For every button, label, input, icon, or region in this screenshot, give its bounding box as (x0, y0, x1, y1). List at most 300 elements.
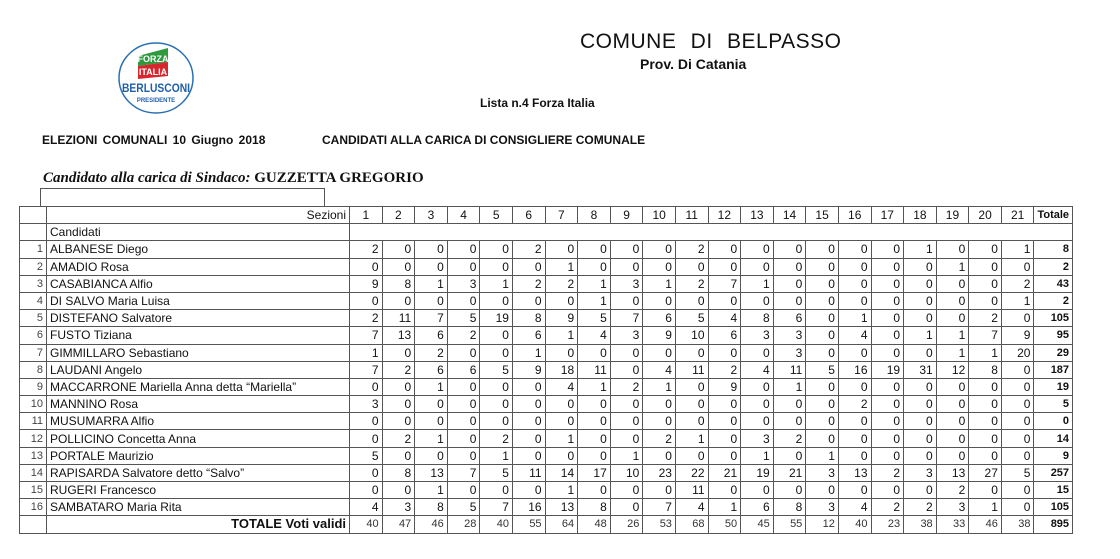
section-votes: 6 (643, 310, 676, 327)
section-votes: 0 (969, 430, 1002, 447)
section-votes: 0 (936, 378, 969, 395)
candidate-name: CASABIANCA Alfio (47, 275, 350, 292)
svg-text:FORZA: FORZA (137, 54, 169, 64)
section-votes: 0 (512, 378, 545, 395)
section-votes: 8 (773, 499, 806, 516)
section-header: 6 (512, 207, 545, 224)
candidate-number: 7 (20, 344, 47, 361)
section-votes: 0 (806, 241, 839, 258)
section-votes: 6 (773, 310, 806, 327)
section-votes: 0 (382, 241, 415, 258)
section-votes: 0 (480, 396, 513, 413)
section-votes: 11 (512, 464, 545, 481)
section-votes: 0 (708, 482, 741, 499)
section-votes: 0 (382, 378, 415, 395)
section-header: 11 (675, 207, 708, 224)
section-votes: 1 (708, 499, 741, 516)
section-votes: 3 (610, 327, 643, 344)
section-votes: 27 (969, 464, 1002, 481)
section-votes: 0 (578, 241, 611, 258)
section-votes: 0 (480, 292, 513, 309)
section-votes: 1 (969, 499, 1002, 516)
section-votes: 7 (708, 275, 741, 292)
candidate-number: 10 (20, 396, 47, 413)
section-votes: 4 (643, 361, 676, 378)
party-logo-icon (118, 42, 194, 114)
section-total: 28 (447, 516, 480, 533)
candidate-number: 8 (20, 361, 47, 378)
table-row (20, 482, 1073, 499)
candidate-name: FUSTO Tiziana (47, 327, 350, 344)
table-row (20, 361, 1073, 378)
section-votes: 0 (415, 413, 448, 430)
section-votes: 7 (350, 327, 383, 344)
section-votes: 0 (480, 482, 513, 499)
section-votes: 16 (838, 361, 871, 378)
section-votes: 0 (1001, 378, 1034, 395)
section-votes: 3 (447, 275, 480, 292)
section-votes: 19 (480, 310, 513, 327)
section-votes: 0 (512, 447, 545, 464)
section-votes: 1 (350, 344, 383, 361)
section-votes: 0 (415, 292, 448, 309)
candidate-name: GIMMILLARO Sebastiano (47, 344, 350, 361)
section-votes: 0 (578, 344, 611, 361)
section-votes: 0 (610, 396, 643, 413)
section-votes: 0 (871, 275, 904, 292)
candidate-name: RUGERI Francesco (47, 482, 350, 499)
section-votes: 0 (643, 241, 676, 258)
section-votes: 1 (1001, 241, 1034, 258)
section-votes: 0 (643, 447, 676, 464)
section-votes: 2 (1001, 275, 1034, 292)
totals-row (20, 516, 1073, 533)
section-votes: 2 (350, 310, 383, 327)
section-header: 13 (741, 207, 774, 224)
totals-label: TOTALE Voti validi (47, 516, 350, 533)
section-total: 53 (643, 516, 676, 533)
section-votes: 0 (447, 482, 480, 499)
section-votes: 13 (382, 327, 415, 344)
section-votes: 2 (936, 482, 969, 499)
section-votes: 0 (512, 292, 545, 309)
section-votes: 0 (447, 241, 480, 258)
section-total: 45 (741, 516, 774, 533)
candidate-number: 4 (20, 292, 47, 309)
candidate-name: DISTEFANO Salvatore (47, 310, 350, 327)
candidate-total: 105 (1034, 310, 1073, 327)
section-votes: 0 (936, 241, 969, 258)
candidate-total: 9 (1034, 447, 1073, 464)
election-date: ELEZIONI COMUNALI 10 Giugno 2018 (42, 133, 266, 147)
candidate-total: 5 (1034, 396, 1073, 413)
section-votes: 0 (871, 344, 904, 361)
section-votes: 0 (969, 275, 1002, 292)
section-votes: 0 (610, 344, 643, 361)
section-votes: 0 (741, 292, 774, 309)
candidate-number: 12 (20, 430, 47, 447)
section-votes: 2 (382, 430, 415, 447)
candidate-total: 8 (1034, 241, 1073, 258)
section-votes: 2 (643, 430, 676, 447)
section-votes: 0 (578, 258, 611, 275)
section-votes: 6 (708, 327, 741, 344)
section-votes: 3 (806, 499, 839, 516)
blank-cell (350, 224, 1073, 241)
table-row (20, 413, 1073, 430)
section-votes: 0 (610, 413, 643, 430)
section-votes: 0 (838, 241, 871, 258)
candidate-name: AMADIO Rosa (47, 258, 350, 275)
section-votes: 0 (969, 447, 1002, 464)
section-votes: 1 (545, 258, 578, 275)
table-row (20, 499, 1073, 516)
section-votes: 0 (773, 396, 806, 413)
section-total: 40 (838, 516, 871, 533)
section-votes: 0 (1001, 396, 1034, 413)
section-votes: 0 (480, 344, 513, 361)
section-votes: 0 (447, 344, 480, 361)
section-votes: 0 (350, 378, 383, 395)
candidate-number: 3 (20, 275, 47, 292)
section-votes: 2 (545, 275, 578, 292)
section-votes: 0 (838, 275, 871, 292)
section-votes: 0 (578, 482, 611, 499)
section-votes: 1 (545, 482, 578, 499)
results-table (19, 206, 1073, 534)
section-votes: 0 (382, 258, 415, 275)
section-votes: 6 (512, 327, 545, 344)
section-votes: 0 (838, 258, 871, 275)
section-total: 40 (350, 516, 383, 533)
section-header: 18 (904, 207, 937, 224)
section-header: 4 (447, 207, 480, 224)
section-votes: 0 (545, 344, 578, 361)
row-number-cell (20, 516, 47, 533)
section-votes: 0 (806, 310, 839, 327)
svg-text:BERLUSCONI: BERLUSCONI (122, 81, 190, 95)
section-votes: 1 (904, 241, 937, 258)
section-votes: 0 (675, 396, 708, 413)
section-votes: 0 (350, 258, 383, 275)
table-row (20, 292, 1073, 309)
section-votes: 0 (936, 430, 969, 447)
candidate-name: MANNINO Rosa (47, 396, 350, 413)
page-title: COMUNE DI BELPASSO (580, 30, 842, 53)
section-votes: 11 (382, 310, 415, 327)
section-header: 17 (871, 207, 904, 224)
section-votes: 0 (871, 396, 904, 413)
section-votes: 2 (708, 361, 741, 378)
section-votes: 0 (643, 292, 676, 309)
section-votes: 0 (578, 396, 611, 413)
section-votes: 1 (578, 378, 611, 395)
section-votes: 0 (415, 241, 448, 258)
section-votes: 0 (838, 430, 871, 447)
section-votes: 0 (643, 413, 676, 430)
section-votes: 1 (1001, 292, 1034, 309)
section-votes: 1 (741, 447, 774, 464)
section-votes: 0 (545, 292, 578, 309)
section-votes: 13 (415, 464, 448, 481)
section-votes: 5 (675, 310, 708, 327)
section-votes: 4 (578, 327, 611, 344)
province-subtitle: Prov. Di Catania (640, 56, 747, 72)
section-votes: 8 (578, 499, 611, 516)
section-votes: 0 (838, 344, 871, 361)
section-votes: 13 (838, 464, 871, 481)
section-votes: 5 (480, 464, 513, 481)
section-votes: 1 (806, 447, 839, 464)
section-votes: 0 (675, 258, 708, 275)
section-votes: 0 (936, 310, 969, 327)
candidate-number: 2 (20, 258, 47, 275)
section-header: 2 (382, 207, 415, 224)
section-votes: 23 (643, 464, 676, 481)
section-votes: 0 (871, 413, 904, 430)
section-votes: 2 (512, 275, 545, 292)
section-header: 9 (610, 207, 643, 224)
section-votes: 11 (773, 361, 806, 378)
section-votes: 0 (1001, 361, 1034, 378)
section-votes: 6 (415, 327, 448, 344)
section-votes: 10 (610, 464, 643, 481)
candidate-total: 257 (1034, 464, 1073, 481)
candidati-label: Candidati (47, 224, 350, 241)
section-votes: 0 (1001, 258, 1034, 275)
section-votes: 5 (578, 310, 611, 327)
section-votes: 2 (871, 464, 904, 481)
section-total: 48 (578, 516, 611, 533)
section-votes: 3 (936, 499, 969, 516)
section-votes: 1 (512, 344, 545, 361)
section-votes: 0 (610, 499, 643, 516)
section-votes: 0 (904, 275, 937, 292)
section-votes: 2 (350, 241, 383, 258)
section-votes: 9 (643, 327, 676, 344)
section-votes: 4 (741, 361, 774, 378)
candidate-number: 6 (20, 327, 47, 344)
section-votes: 0 (904, 378, 937, 395)
section-votes: 8 (512, 310, 545, 327)
section-votes: 13 (936, 464, 969, 481)
row-number-cell (20, 207, 47, 224)
section-votes: 1 (904, 327, 937, 344)
section-total: 40 (480, 516, 513, 533)
section-votes: 0 (936, 447, 969, 464)
section-votes: 0 (838, 482, 871, 499)
section-votes: 2 (773, 430, 806, 447)
section-votes: 3 (773, 327, 806, 344)
section-votes: 1 (675, 430, 708, 447)
section-votes: 0 (806, 258, 839, 275)
section-votes: 0 (806, 378, 839, 395)
svg-text:ITALIA: ITALIA (138, 67, 168, 77)
section-votes: 2 (838, 396, 871, 413)
section-votes: 17 (578, 464, 611, 481)
section-votes: 0 (610, 430, 643, 447)
section-votes: 0 (806, 275, 839, 292)
svg-text:PRESIDENTE: PRESIDENTE (136, 98, 176, 104)
section-votes: 0 (675, 413, 708, 430)
section-votes: 3 (350, 396, 383, 413)
section-votes: 0 (773, 482, 806, 499)
candidate-total: 95 (1034, 327, 1073, 344)
candidate-total: 29 (1034, 344, 1073, 361)
section-votes: 0 (447, 258, 480, 275)
section-votes: 1 (415, 482, 448, 499)
section-votes: 0 (610, 482, 643, 499)
section-votes: 16 (512, 499, 545, 516)
section-total: 38 (904, 516, 937, 533)
candidate-total: 2 (1034, 258, 1073, 275)
section-votes: 2 (610, 378, 643, 395)
section-votes: 0 (708, 430, 741, 447)
candidate-total: 2 (1034, 292, 1073, 309)
section-votes: 3 (741, 430, 774, 447)
table-row (20, 430, 1073, 447)
section-votes: 0 (904, 447, 937, 464)
section-votes: 1 (545, 327, 578, 344)
candidate-number: 13 (20, 447, 47, 464)
section-header: 1 (350, 207, 383, 224)
section-votes: 1 (936, 344, 969, 361)
section-votes: 0 (350, 430, 383, 447)
section-votes: 19 (741, 464, 774, 481)
section-votes: 5 (1001, 464, 1034, 481)
table-row (20, 378, 1073, 395)
section-header: 21 (1001, 207, 1034, 224)
section-votes: 0 (806, 344, 839, 361)
section-total: 50 (708, 516, 741, 533)
section-votes: 0 (675, 378, 708, 395)
section-votes: 0 (871, 327, 904, 344)
section-votes: 0 (545, 413, 578, 430)
section-votes: 0 (610, 241, 643, 258)
candidate-name: ALBANESE Diego (47, 241, 350, 258)
candidate-name: LAUDANI Angelo (47, 361, 350, 378)
section-votes: 1 (643, 378, 676, 395)
section-votes: 7 (643, 499, 676, 516)
section-votes: 0 (382, 344, 415, 361)
section-votes: 0 (382, 482, 415, 499)
section-votes: 0 (838, 292, 871, 309)
section-votes: 0 (969, 396, 1002, 413)
section-votes: 1 (643, 275, 676, 292)
section-votes: 0 (578, 430, 611, 447)
section-votes: 0 (969, 241, 1002, 258)
section-votes: 0 (415, 447, 448, 464)
section-votes: 8 (382, 275, 415, 292)
section-total: 12 (806, 516, 839, 533)
section-votes: 0 (806, 327, 839, 344)
section-votes: 3 (382, 499, 415, 516)
section-votes: 0 (350, 464, 383, 481)
section-votes: 0 (741, 482, 774, 499)
section-votes: 0 (904, 258, 937, 275)
section-total: 38 (1001, 516, 1034, 533)
section-votes: 0 (512, 396, 545, 413)
section-votes: 0 (741, 344, 774, 361)
section-votes: 4 (350, 499, 383, 516)
section-header: 14 (773, 207, 806, 224)
section-votes: 0 (708, 396, 741, 413)
section-votes: 0 (578, 413, 611, 430)
candidate-name: MACCARRONE Mariella Anna detta “Mariella” (47, 378, 350, 395)
section-total: 55 (773, 516, 806, 533)
section-votes: 0 (806, 482, 839, 499)
section-votes: 1 (610, 447, 643, 464)
candidate-name: RAPISARDA Salvatore detto “Salvo” (47, 464, 350, 481)
section-votes: 0 (708, 258, 741, 275)
mayor-candidate-label: Candidato alla carica di Sindaco: (43, 170, 251, 186)
section-votes: 6 (741, 499, 774, 516)
candidate-total: 105 (1034, 499, 1073, 516)
candidate-number: 9 (20, 378, 47, 395)
section-votes: 0 (871, 258, 904, 275)
section-votes: 0 (969, 413, 1002, 430)
section-votes: 4 (675, 499, 708, 516)
section-votes: 0 (969, 258, 1002, 275)
totale-header: Totale (1034, 207, 1073, 224)
section-votes: 4 (838, 499, 871, 516)
section-votes: 4 (838, 327, 871, 344)
table-row (20, 447, 1073, 464)
section-votes: 0 (838, 447, 871, 464)
section-votes: 7 (610, 310, 643, 327)
section-votes: 11 (675, 482, 708, 499)
section-votes: 0 (480, 378, 513, 395)
section-votes: 0 (773, 258, 806, 275)
section-votes: 7 (415, 310, 448, 327)
section-votes: 18 (545, 361, 578, 378)
table-row (20, 310, 1073, 327)
section-header: 5 (480, 207, 513, 224)
section-votes: 9 (545, 310, 578, 327)
section-votes: 2 (447, 327, 480, 344)
section-votes: 0 (643, 258, 676, 275)
section-votes: 12 (936, 361, 969, 378)
header-empty-box (40, 188, 325, 207)
section-votes: 0 (447, 430, 480, 447)
section-total: 47 (382, 516, 415, 533)
section-votes: 5 (806, 361, 839, 378)
section-votes: 0 (871, 310, 904, 327)
section-votes: 0 (773, 275, 806, 292)
section-header: 16 (838, 207, 871, 224)
section-votes: 0 (708, 447, 741, 464)
section-votes: 1 (415, 430, 448, 447)
section-votes: 0 (904, 396, 937, 413)
section-votes: 0 (904, 344, 937, 361)
section-votes: 0 (480, 241, 513, 258)
section-votes: 0 (480, 413, 513, 430)
section-total: 46 (969, 516, 1002, 533)
mayor-candidate-name: GUZZETTA GREGORIO (254, 170, 424, 186)
section-votes: 2 (969, 310, 1002, 327)
candidate-name: PORTALE Maurizio (47, 447, 350, 464)
row-number-cell (20, 224, 47, 241)
section-votes: 0 (904, 482, 937, 499)
section-header: 12 (708, 207, 741, 224)
table-row (20, 241, 1073, 258)
section-votes: 8 (969, 361, 1002, 378)
candidate-name: POLLICINO Concetta Anna (47, 430, 350, 447)
section-votes: 0 (871, 292, 904, 309)
candidate-name: MUSUMARRA Alfio (47, 413, 350, 430)
section-votes: 1 (578, 275, 611, 292)
section-votes: 0 (545, 396, 578, 413)
